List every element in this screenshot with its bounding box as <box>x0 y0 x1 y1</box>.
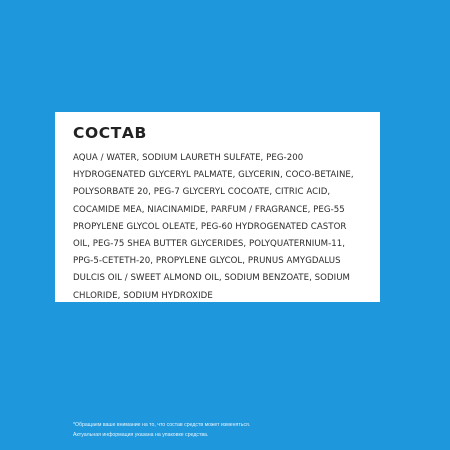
ingredients-line: HYDROGENATED GLYCERYL PALMATE, GLYCERIN, COCO-BETAINE, <box>73 170 354 181</box>
composition-card <box>55 112 380 302</box>
ingredients-line: POLYSORBATE 20, PEG-7 GLYCERYL COCOATE, CITRIC ACID, <box>73 187 331 198</box>
disclaimer-footnote <box>73 420 250 440</box>
ingredients-line: COCAMIDE MEA, NIACINAMIDE, PARFUM / FRAGRANCE, PEG-55 <box>73 204 345 215</box>
ingredients-list <box>73 150 378 305</box>
disclaimer-line: *Обращаем ваше внимание на то, что состав средств может изменяться. <box>73 422 251 428</box>
ingredients-line: DULCIS OIL / SWEET ALMOND OIL, SODIUM BENZOATE, SODIUM <box>73 273 351 284</box>
composition-title: СОСТАВ <box>73 124 147 142</box>
ingredients-line: PPG-5-CETETH-20, PROPYLENE GLYCOL, PRUNUS AMYGDALUS <box>73 256 341 267</box>
ingredients-line: PROPYLENE GLYCOL OLEATE, PEG-60 HYDROGENATED CASTOR <box>73 221 347 232</box>
disclaimer-line: Актуальная информация указана на упаковке средства. <box>73 432 209 438</box>
ingredients-line: CHLORIDE, SODIUM HYDROXIDE <box>73 290 213 301</box>
ingredients-line: AQUA / WATER, SODIUM LAURETH SULFATE, PEG-200 <box>73 153 304 163</box>
ingredients-line: OIL, PEG-75 SHEA BUTTER GLYCERIDES, POLYQUATERNIUM-11, <box>73 239 346 250</box>
